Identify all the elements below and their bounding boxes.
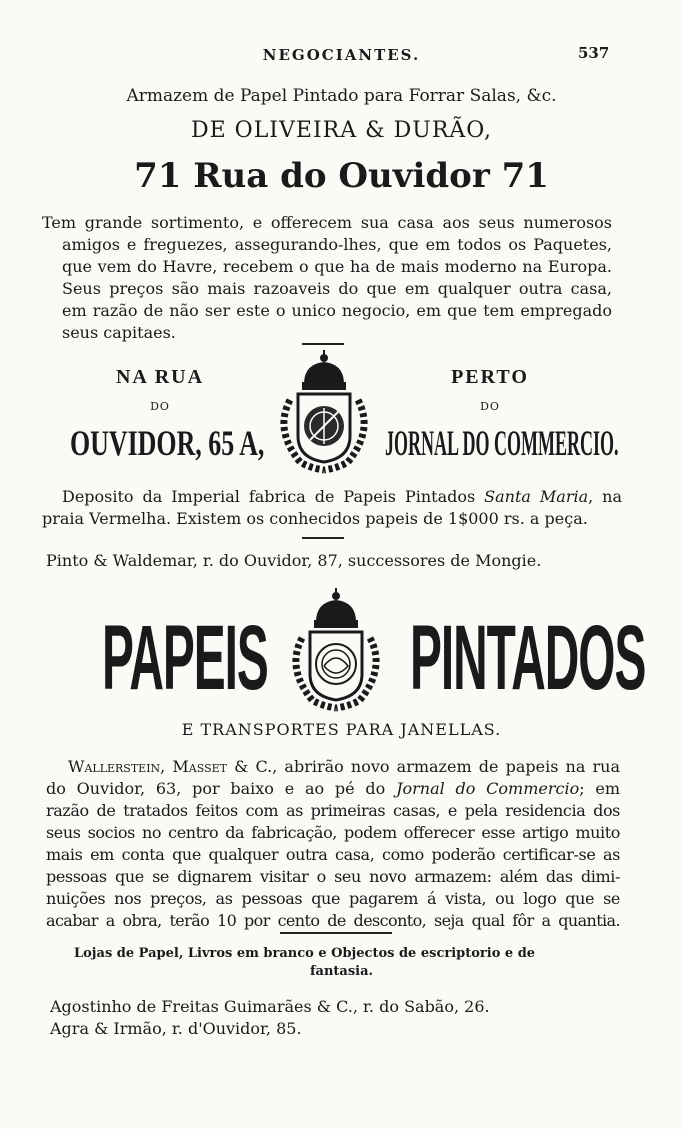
ad4-body-line: nuições nos preços, as pessoas que pagarem á vista, ou logo que se [46,889,620,908]
divider [302,343,344,345]
running-header: NEGOCIANTES. [262,46,421,64]
ad1-body [42,212,612,344]
ad4-right-giant: PINTADOS [410,607,646,709]
ad4-body-line [46,778,620,800]
ad2-body-text: Deposito da Imperial fabrica de Papeis Pintados [62,487,485,506]
ad4-subtitle: E TRANSPORTES PARA JANELLAS. [181,720,502,739]
ad1-body-line: Seus preços são mais razoaveis do que em qualquer outra casa, [62,279,612,298]
ad4-firm-name: Wallerstein, Masset & C. [68,757,273,776]
ad2-right-big: JORNAL DO COMMERCIO. [385,423,619,463]
ad4-body-line: pessoas que se dignarem visitar o seu novo armazem: além das dimi- [46,867,620,886]
ad3-line: Pinto & Waldemar, r. do Ouvidor, 87, successores de Mongie. [46,551,542,570]
ad2-left-heading: NA RUA [115,366,205,388]
ad2-body-italic: Santa Maria [484,487,589,506]
ad4-body-line [46,756,620,778]
ad1-body-line: amigos e freguezes, assegurando-lhes, que em todos os Paquetes, [62,235,612,254]
section-entry: Agostinho de Freitas Guimarães & C., r. do Sabão, 26. [50,997,490,1016]
imperial-arms-emblem [282,588,390,712]
ad2-body-line2: praia Vermelha. Existem os conhecidos papeis de 1$000 rs. a peça. [42,509,588,528]
ad4-body [46,756,620,932]
ad4-body-text: , abrirão novo armazem de papeis na rua [272,757,620,776]
ad1-subtitle: Armazem de Papel Pintado para Forrar Salas, &c. [126,86,557,106]
ad2-right-small: DO [480,400,500,413]
ad1-body-line: que vem do Havre, recebem o que ha de mais moderno na Europa. [62,257,612,276]
section-entry: Agra & Irmão, r. d'Ouvidor, 85. [50,1019,302,1038]
imperial-arms-emblem [270,350,378,474]
ad2-body-text: , na [588,487,623,506]
ad4-body-line: seus socios no centro da fabricação, podem offerecer esse artigo muito [46,823,620,842]
ad1-firm-name: DE OLIVEIRA & DURÃO, [190,118,493,143]
ad1-body-line: Tem grande sortimento, e offerecem sua casa aos seus numerosos [42,213,612,232]
ad4-body-line: mais em conta que qualquer outra casa, como poderão certificar-se as [46,845,620,864]
section-heading-cont: fantasia. [309,964,374,979]
ad1-body-line: seus capitaes. [62,323,176,342]
divider [302,537,344,539]
ad2-left-big: OUVIDOR, 65 A, [70,423,265,463]
ad4-body-text: ; em [579,779,621,798]
ad4-body-line: razão de tratados feitos com as primeiras casas, e pela residencia dos [46,801,620,820]
ad4-body-italic: Jornal do Commercio [396,779,580,798]
ad4-left-giant: PAPEIS [102,607,268,709]
ad2-body-line1 [62,486,622,508]
divider [280,932,392,934]
ad2-left-small: DO [150,400,170,413]
ad4-body-text: do Ouvidor, 63, por baixo e ao pé do [46,779,397,798]
page-number: 537 [578,44,610,62]
ad1-address: 71 Rua do Ouvidor 71 [134,156,549,196]
ad1-body-line: em razão de não ser este o unico negocio, em que tem empregado [62,301,612,320]
section-heading: Lojas de Papel, Livros em branco e Objectos de escriptorio e de [74,946,536,961]
ad4-body-line: acabar a obra, terão 10 por cento de desconto, seja qual fôr a quantia. [46,911,620,930]
ad2-right-heading: PERTO [451,366,529,388]
